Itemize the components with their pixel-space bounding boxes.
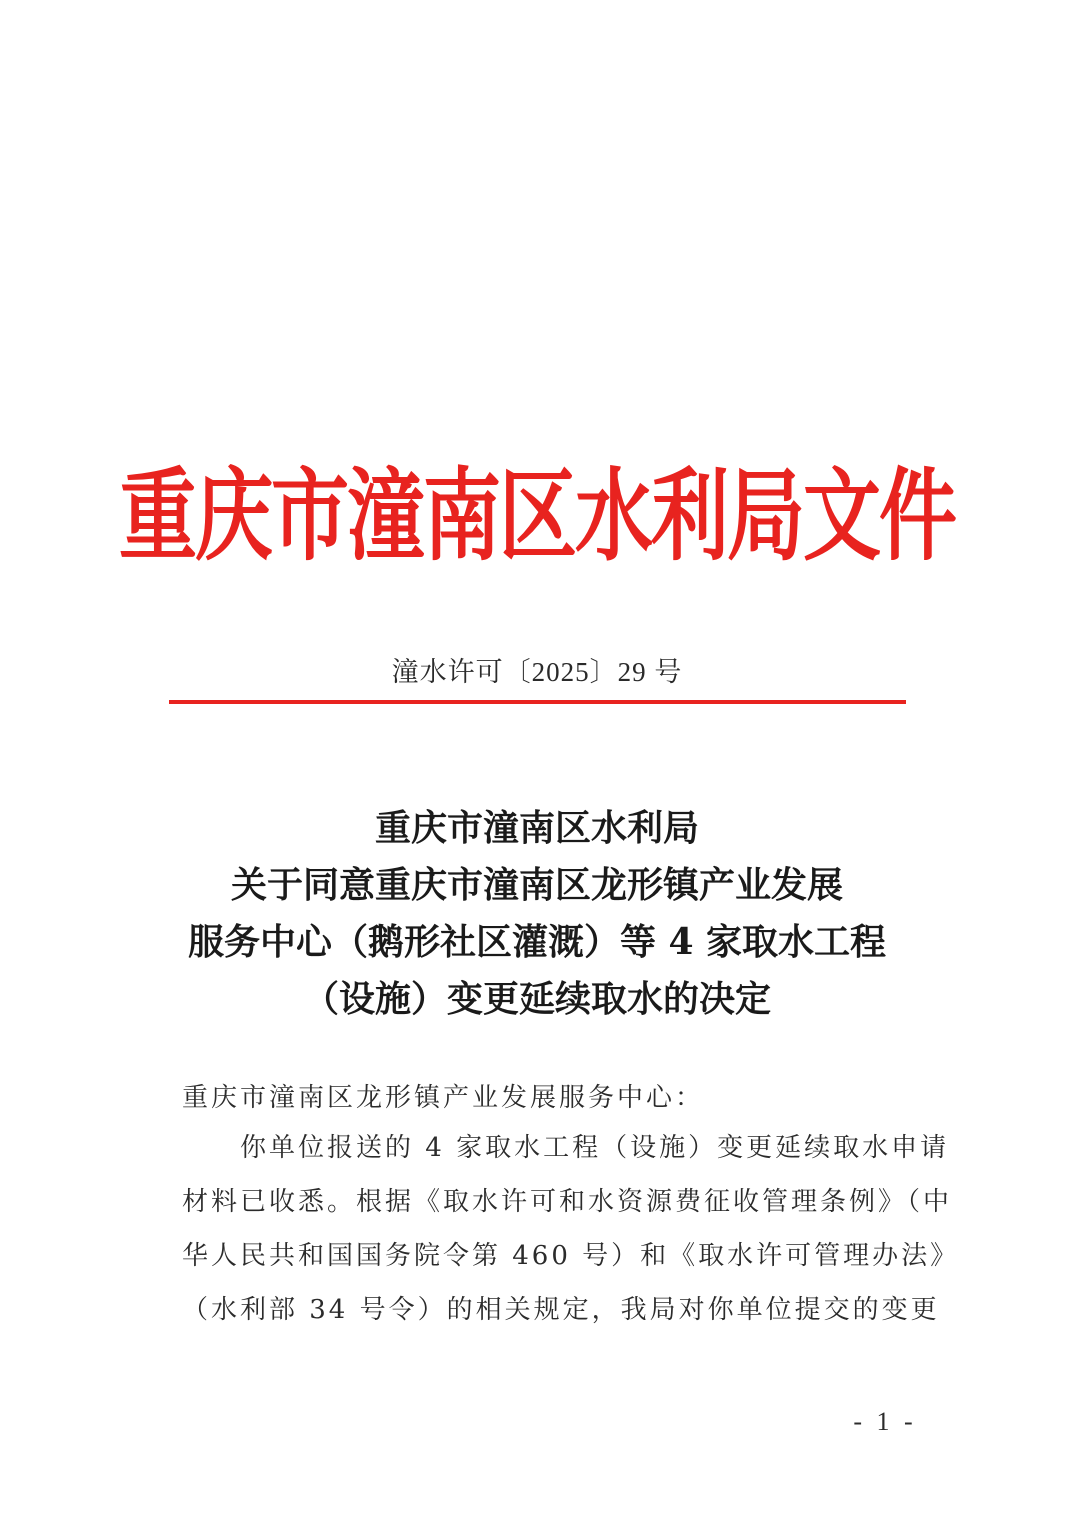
body-line-2: 材料已收悉。根据《取水许可和水资源费征收管理条例》（中 <box>182 1187 953 1217</box>
title-line-4: （设施）变更延续取水的决定 <box>302 978 771 1020</box>
body-line-3: 华人民共和国国务院令第 460 号）和《取水许可管理办法》 <box>182 1241 960 1271</box>
title-line-3: 服务中心（鹅形社区灌溉）等 4 家取水工程 <box>187 921 887 963</box>
document-title <box>0 800 1074 1028</box>
page-number: - 1 - <box>853 1407 917 1436</box>
masthead-title: 重庆市潼南区水利局文件 <box>118 458 955 575</box>
salutation: 重庆市潼南区龙形镇产业发展服务中心： <box>182 1083 705 1113</box>
body-line-4: （水利部 34 号令）的相关规定，我局对你单位提交的变更 <box>182 1295 940 1325</box>
document-number: 潼水许可〔2025〕29 号 <box>391 657 683 687</box>
body-line-1: 你单位报送的 4 家取水工程（设施）变更延续取水申请 <box>240 1133 950 1163</box>
red-divider-line <box>169 700 906 704</box>
title-line-1: 重庆市潼南区水利局 <box>374 807 699 849</box>
title-line-2: 关于同意重庆市潼南区龙形镇产业发展 <box>230 864 843 906</box>
